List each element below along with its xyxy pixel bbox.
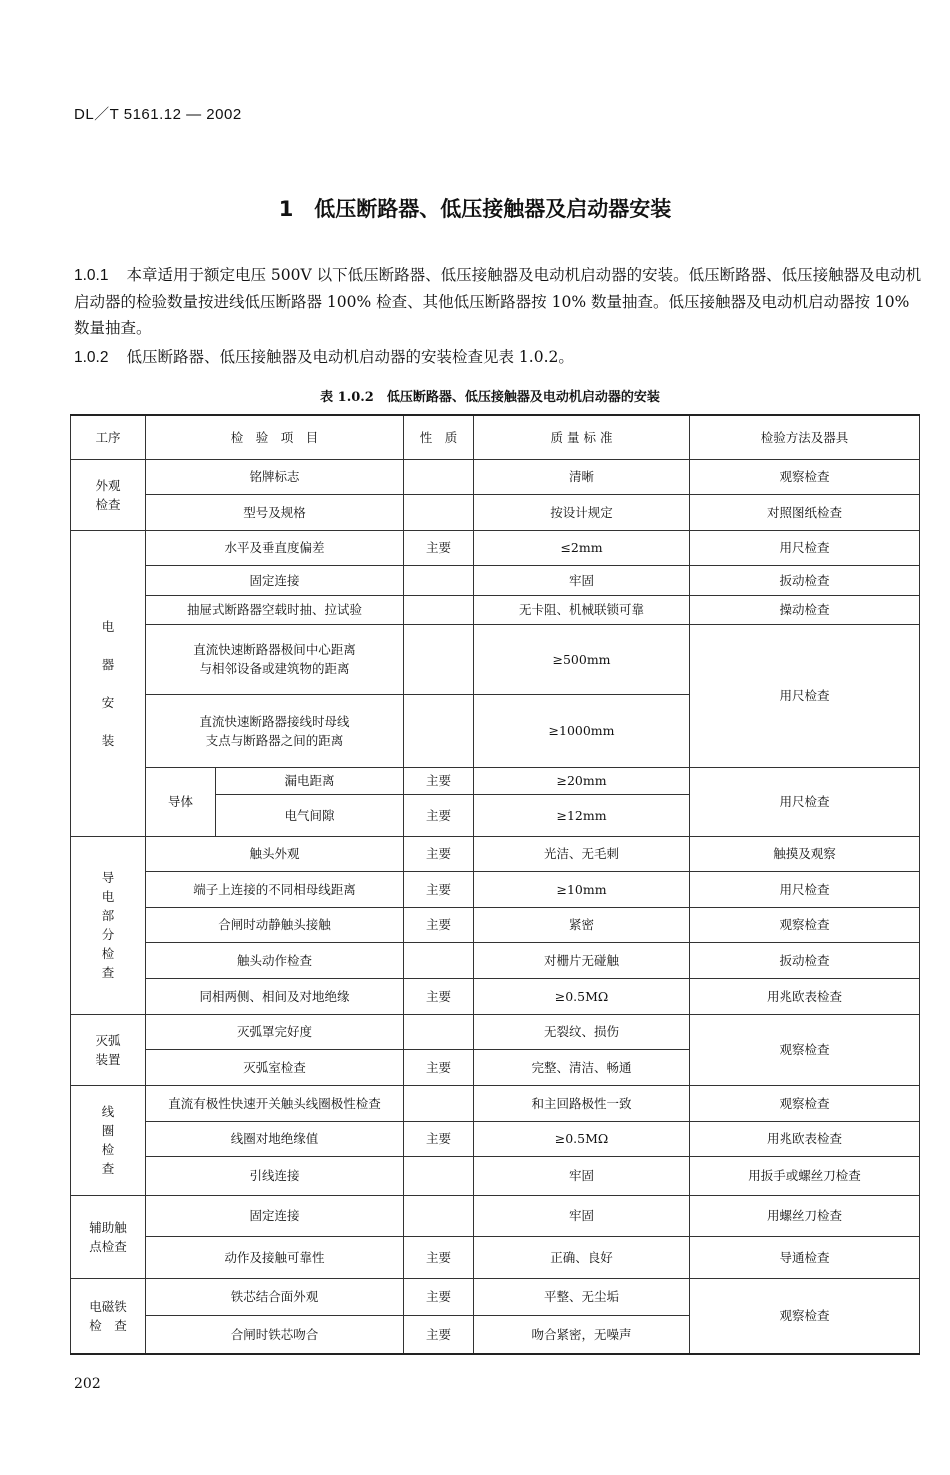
nature-cell: 主要 <box>404 836 474 871</box>
standard-cell: 和主回路极性一致 <box>474 1085 690 1121</box>
nature-cell <box>404 1014 474 1049</box>
item-cell: 线圈对地绝缘值 <box>146 1121 404 1156</box>
nature-cell: 主要 <box>404 907 474 942</box>
item-cell: 动作及接触可靠性 <box>146 1236 404 1278</box>
method-cell: 观察检查 <box>690 907 920 942</box>
method-cell: 触摸及观察 <box>690 836 920 871</box>
nature-cell <box>404 459 474 494</box>
standard-cell: 光洁、无毛刺 <box>474 836 690 871</box>
nature-cell <box>404 595 474 624</box>
clause-number: 1.0.1 <box>74 267 109 284</box>
item-cell: 水平及垂直度偏差 <box>146 530 404 565</box>
table-row <box>71 624 920 694</box>
table-row <box>71 942 920 978</box>
process-installation: 电 器 安 装 <box>71 530 146 836</box>
standard-cell: ≥500mm <box>474 624 690 694</box>
nature-cell: 主要 <box>404 767 474 794</box>
table-row <box>71 836 920 871</box>
header-item: 检 验 项 目 <box>146 415 404 459</box>
table-row <box>71 595 920 624</box>
item-cell: 铭牌标志 <box>146 459 404 494</box>
document-code: DL／T 5161.12 — 2002 <box>74 106 242 123</box>
nature-cell: 主要 <box>404 1236 474 1278</box>
standard-cell: ≤2mm <box>474 530 690 565</box>
standard-cell: 紧密 <box>474 907 690 942</box>
method-cell: 用兆欧表检查 <box>690 1121 920 1156</box>
clause-text: 本章适用于额定电压 500V 以下低压断路器、低压接触器及电动机启动器的安装。低压断路器、低压接触器及电动机启动器的检验数量按进线低压断路器 100% 检查、其他低压断路器按 10% 数量抽查。低压接触器及电动机启动器按 10% 数量抽查。 <box>74 266 922 337</box>
standard-cell: ≥20mm <box>474 767 690 794</box>
standard-cell: 无裂纹、损伤 <box>474 1014 690 1049</box>
item-cell: 端子上连接的不同相母线距离 <box>146 871 404 907</box>
standard-cell: 牢固 <box>474 565 690 595</box>
paragraph-1-0-2 <box>74 344 922 371</box>
method-cell: 扳动检查 <box>690 942 920 978</box>
section-title: 1 低压断路器、低压接触器及启动器安装 <box>278 197 672 221</box>
method-cell: 导通检查 <box>690 1236 920 1278</box>
nature-cell: 主要 <box>404 530 474 565</box>
item-cell: 固定连接 <box>146 1195 404 1236</box>
header-standard: 质 量 标 准 <box>474 415 690 459</box>
method-cell: 用尺检查 <box>690 767 920 836</box>
item-cell: 漏电距离 <box>216 767 404 794</box>
standard-cell: ≥1000mm <box>474 694 690 767</box>
nature-cell <box>404 1085 474 1121</box>
method-cell: 扳动检查 <box>690 565 920 595</box>
item-cell: 铁芯结合面外观 <box>146 1278 404 1315</box>
table-caption: 表 1.0.2 低压断路器、低压接触器及电动机启动器的安装 <box>320 390 660 405</box>
method-cell: 观察检查 <box>690 459 920 494</box>
process-arc-extinguishing: 灭弧 装置 <box>71 1014 146 1085</box>
table-row <box>71 1156 920 1195</box>
nature-cell: 主要 <box>404 1049 474 1085</box>
process-appearance: 外观 检查 <box>71 459 146 530</box>
method-cell: 观察检查 <box>690 1278 920 1354</box>
standard-cell: ≥0.5MΩ <box>474 978 690 1014</box>
standard-cell: 牢固 <box>474 1156 690 1195</box>
paragraph-1-0-1 <box>74 262 922 341</box>
standard-cell: 平整、无尘垢 <box>474 1278 690 1315</box>
method-cell: 对照图纸检查 <box>690 494 920 530</box>
header-process: 工序 <box>71 415 146 459</box>
nature-cell <box>404 494 474 530</box>
item-cell: 同相两侧、相间及对地绝缘 <box>146 978 404 1014</box>
header-method: 检验方法及器具 <box>690 415 920 459</box>
standard-cell: 牢固 <box>474 1195 690 1236</box>
item-cell: 直流快速断路器接线时母线 支点与断路器之间的距离 <box>146 694 404 767</box>
item-cell: 直流快速断路器极间中心距离 与相邻设备或建筑物的距离 <box>146 624 404 694</box>
table-row <box>71 530 920 565</box>
item-cell: 触头动作检查 <box>146 942 404 978</box>
method-cell: 操动检查 <box>690 595 920 624</box>
table-row <box>71 1085 920 1121</box>
standard-cell: 正确、良好 <box>474 1236 690 1278</box>
nature-cell <box>404 1156 474 1195</box>
nature-cell <box>404 565 474 595</box>
method-cell: 观察检查 <box>690 1085 920 1121</box>
item-cell: 合闸时动静触头接触 <box>146 907 404 942</box>
item-cell: 引线连接 <box>146 1156 404 1195</box>
item-cell: 电气间隙 <box>216 794 404 836</box>
process-auxiliary-contacts: 辅助触 点检查 <box>71 1195 146 1278</box>
page-number: 202 <box>74 1376 101 1392</box>
nature-cell: 主要 <box>404 794 474 836</box>
process-electromagnet: 电磁铁 检 查 <box>71 1278 146 1354</box>
table-row <box>71 1278 920 1315</box>
nature-cell: 主要 <box>404 1121 474 1156</box>
clause-text: 低压断路器、低压接触器及电动机启动器的安装检查见表 1.0.2。 <box>126 348 574 366</box>
nature-cell: 主要 <box>404 1278 474 1315</box>
method-cell: 用螺丝刀检查 <box>690 1195 920 1236</box>
standard-cell: 对栅片无碰触 <box>474 942 690 978</box>
item-cell: 直流有极性快速开关触头线圈极性检查 <box>146 1085 404 1121</box>
standard-cell: 完整、清洁、畅通 <box>474 1049 690 1085</box>
conductor-label: 导体 <box>146 767 216 836</box>
method-cell: 观察检查 <box>690 1014 920 1085</box>
nature-cell: 主要 <box>404 871 474 907</box>
method-cell: 用扳手或螺丝刀检查 <box>690 1156 920 1195</box>
table-row <box>71 1121 920 1156</box>
standard-cell: 无卡阻、机械联锁可靠 <box>474 595 690 624</box>
table-row <box>71 978 920 1014</box>
item-cell: 抽屉式断路器空载时抽、拉试验 <box>146 595 404 624</box>
table-row <box>71 871 920 907</box>
nature-cell <box>404 694 474 767</box>
table-row <box>71 1195 920 1236</box>
inspection-table <box>70 414 920 1355</box>
nature-cell <box>404 1195 474 1236</box>
nature-cell <box>404 624 474 694</box>
standard-cell: ≥0.5MΩ <box>474 1121 690 1156</box>
item-cell: 灭弧室检查 <box>146 1049 404 1085</box>
table-row <box>71 494 920 530</box>
table-row <box>71 907 920 942</box>
method-cell: 用兆欧表检查 <box>690 978 920 1014</box>
item-cell: 触头外观 <box>146 836 404 871</box>
header-nature: 性 质 <box>404 415 474 459</box>
process-conductive-parts: 导 电 部 分 检 查 <box>71 836 146 1014</box>
method-cell: 用尺检查 <box>690 530 920 565</box>
table-row <box>71 565 920 595</box>
nature-cell: 主要 <box>404 1315 474 1354</box>
nature-cell: 主要 <box>404 978 474 1014</box>
standard-cell: ≥10mm <box>474 871 690 907</box>
clause-number: 1.0.2 <box>74 349 109 366</box>
standard-cell: ≥12mm <box>474 794 690 836</box>
table-row <box>71 459 920 494</box>
table-row <box>71 1014 920 1049</box>
standard-cell: 按设计规定 <box>474 494 690 530</box>
standard-cell: 吻合紧密，无噪声 <box>474 1315 690 1354</box>
table-row <box>71 767 920 794</box>
table-header-row <box>71 415 920 459</box>
table-row <box>71 1236 920 1278</box>
item-cell: 灭弧罩完好度 <box>146 1014 404 1049</box>
standard-cell: 清晰 <box>474 459 690 494</box>
nature-cell <box>404 942 474 978</box>
method-cell: 用尺检查 <box>690 624 920 767</box>
item-cell: 型号及规格 <box>146 494 404 530</box>
process-coil: 线 圈 检 查 <box>71 1085 146 1195</box>
method-cell: 用尺检查 <box>690 871 920 907</box>
item-cell: 合闸时铁芯吻合 <box>146 1315 404 1354</box>
item-cell: 固定连接 <box>146 565 404 595</box>
